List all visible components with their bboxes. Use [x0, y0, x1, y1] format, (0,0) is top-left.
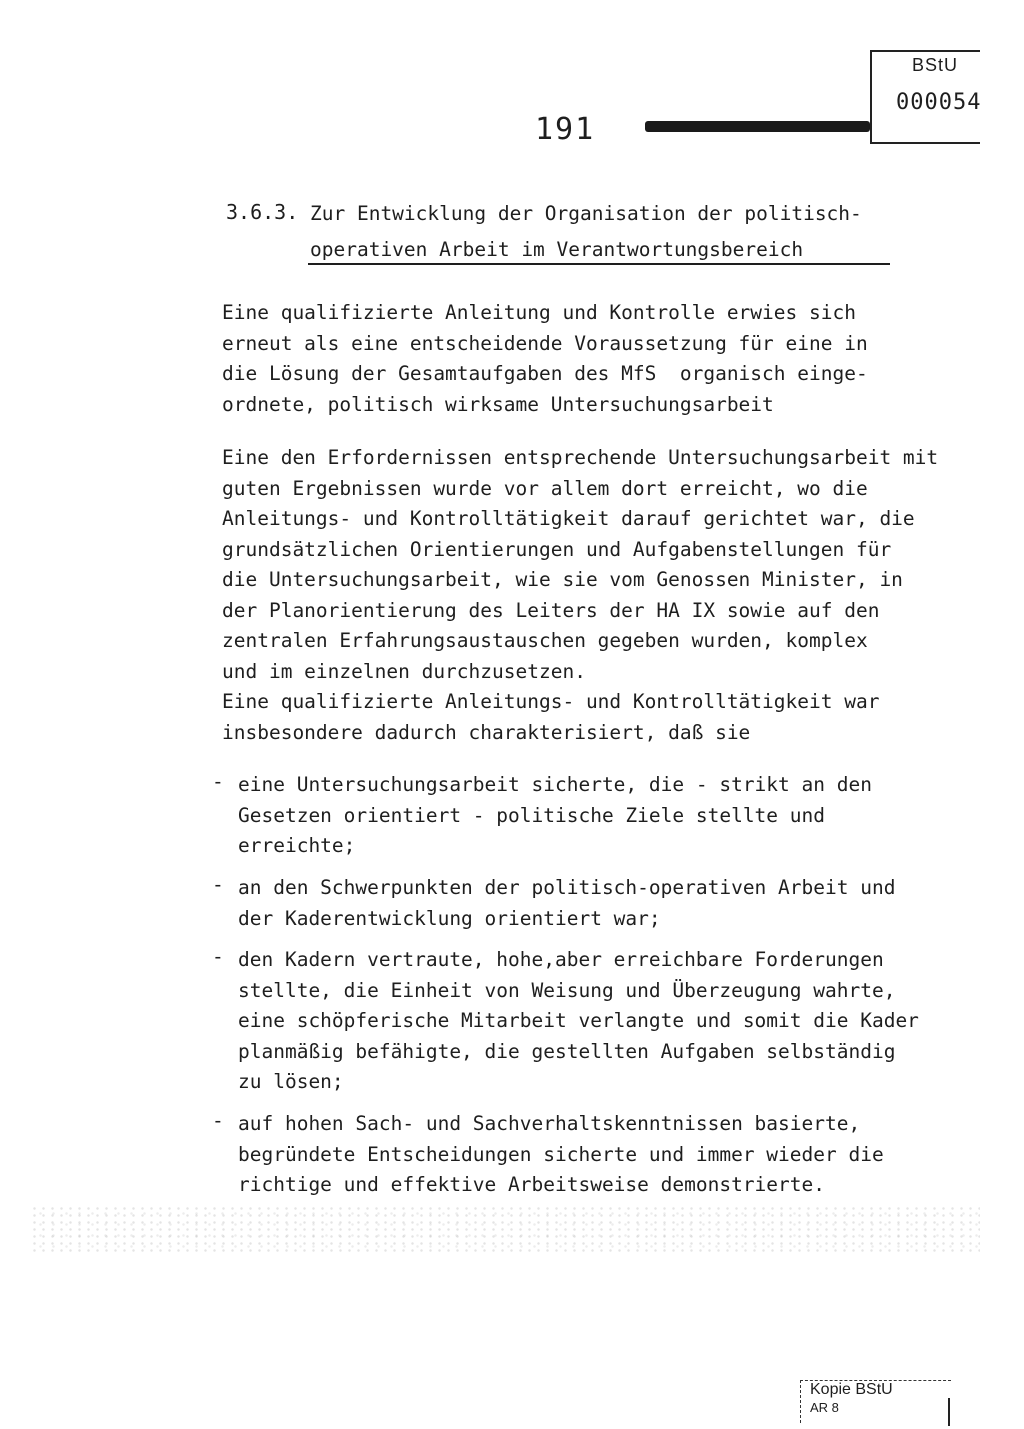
paragraph-1: Eine qualifizierte Anleitung und Kontrolle erwies sich erneut als eine entscheidende Voraussetzung für eine in die Lösung der Gesamtaufgaben des MfS organisch einge- ordnete, politisch wirksame Untersuchungsarbeit [222, 301, 868, 416]
bullet-item-3: den Kadern vertraute, hohe,aber erreichbare Forderungen stellte, die Einheit von Weisung und Überzeugung wahrte, eine schöpferische Mitarbeit verlangte und somit die Kader planmäßig befähigte, die gestellten Aufgaben selbständig zu lösen; [238, 948, 919, 1093]
bullet-item-2: an den Schwerpunkten der politisch-operativen Arbeit und der Kaderentwicklung orientiert war; [238, 876, 896, 930]
redaction-bar [645, 121, 870, 132]
bullet-item-1: eine Untersuchungsarbeit sicherte, die - strikt an den Gesetzen orientiert - politische Ziele stellte und erreichte; [238, 773, 872, 857]
bullet-marker: - [212, 945, 224, 968]
bullet-marker: - [212, 873, 224, 896]
copy-stamp-label: Kopie BStU [810, 1381, 893, 1398]
section-title-line-2: operativen Arbeit im Verantwortungsbereich [310, 238, 804, 261]
section-title-line-1: Zur Entwicklung der Organisation der politisch- [310, 202, 862, 225]
bullet-marker: - [212, 1109, 224, 1132]
bullet-marker: - [212, 770, 224, 793]
paragraph-2: Eine den Erfordernissen entsprechende Untersuchungsarbeit mit guten Ergebnissen wurde vor allem dort erreicht, wo die Anleitungs- und Kontrolltätigkeit darauf gerichtet war, die grundsätzlichen Orientierungen und Aufgabenstellungen für die Untersuchungsarbeit, wie sie vom Genossen Minister, in der Planorientierung des Leiters der HA IX sowie auf den zentralen Erfahrungsaustauschen gegeben wurden, komplex und im einzelnen durchzusetzen. [222, 446, 939, 683]
archive-stamp-number: 000054 [896, 90, 982, 115]
scan-noise [30, 1205, 980, 1255]
section-number: 3.6.3. [226, 200, 299, 224]
copy-stamp-code: AR 8 [810, 1400, 839, 1415]
paragraph-3: Eine qualifizierte Anleitungs- und Kontrolltätigkeit war insbesondere dadurch charakterisiert, daß sie [222, 690, 880, 744]
page-number: 191 [535, 112, 596, 147]
archive-stamp-label: BStU [912, 55, 959, 75]
bullet-item-4: auf hohen Sach- und Sachverhaltskenntnissen basierte, begründete Entscheidungen sicherte und immer wieder die richtige und effektive Arbeitsweise demonstrierte. [238, 1112, 884, 1196]
section-title-underline [308, 263, 890, 265]
copy-stamp-mark [948, 1398, 950, 1426]
